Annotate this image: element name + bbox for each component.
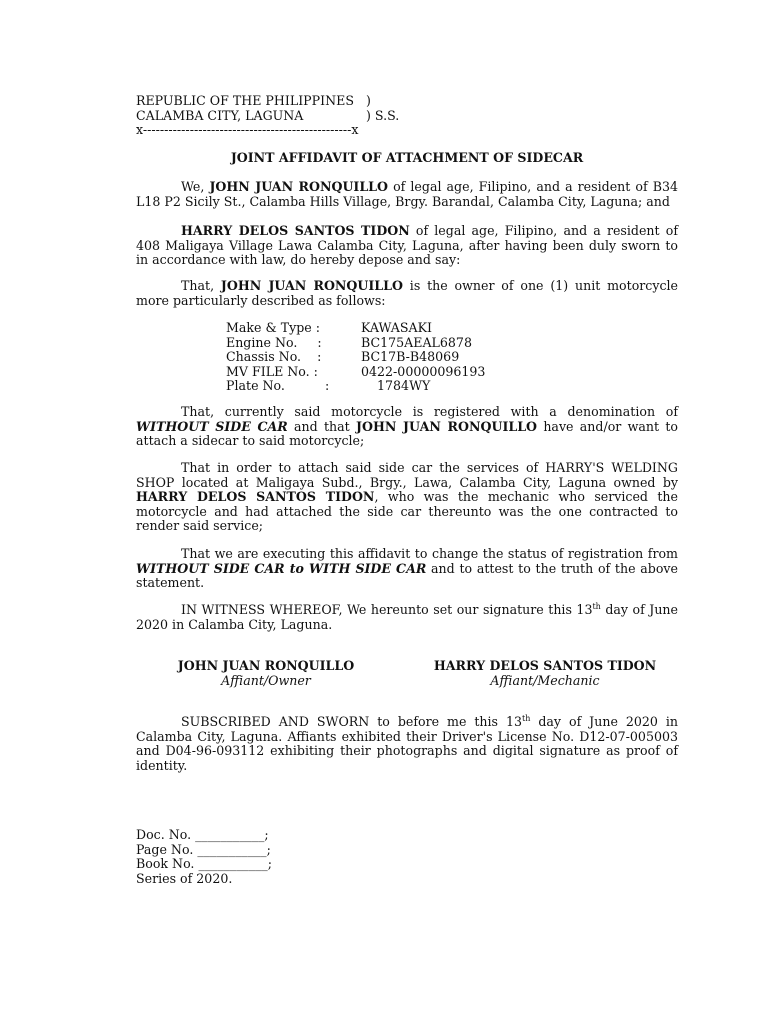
venue-divider: x-------------------------------------------------x (136, 122, 359, 138)
venue-city: CALAMBA CITY, LAGUNA (136, 107, 304, 123)
paragraph-affiants: We, JOHN JUAN RONQUILLO of legal age, Filipino, and a resident of B34 L18 P2 Sicily St., Calamba Hills Village, Brgy. Barandal, Calamba City, Laguna; and (136, 179, 678, 209)
paragraph-affiant-2: HARRY DELOS SANTOS TIDON of legal age, Filipino, and a resident of 408 Maligaya Village Lawa Calamba City, Laguna, after having been duly sworn to in accordance with law, do hereby depose and say: (136, 223, 678, 268)
signatory-name: JOHN JUAN RONQUILLO (177, 658, 355, 673)
document-title: JOINT AFFIDAVIT OF ATTACHMENT OF SIDECAR (230, 150, 584, 165)
paragraph-purpose: That we are executing this affidavit to change the status of registration from WITHOUT SIDE CAR to WITH SIDE CAR and to attest to the truth of the above statement. (136, 546, 678, 591)
affiant-name-1: JOHN JUAN RONQUILLO (209, 179, 389, 194)
page-number: Page No. ___________; (136, 841, 271, 857)
affiant-name-2: HARRY DELOS SANTOS TIDON (181, 223, 410, 238)
doc-number: Doc. No. ___________; (136, 827, 269, 842)
motorcycle-specs-table (226, 321, 485, 394)
spec-row: MV FILE No. : 0422-00000096193 (226, 363, 486, 379)
paragraph-ownership: That, JOHN JUAN RONQUILLO is the owner of one (1) unit motorcycle more particularly described as follows: (136, 278, 679, 308)
spec-row: Plate No. : 1784WY (226, 378, 431, 394)
signatory-role: Affiant/Owner (221, 672, 311, 688)
paragraph-witness: IN WITNESS WHEREOF, We hereunto set our signature this 13th day of June 2020 in Calamba City, Laguna. (136, 601, 678, 632)
spec-row: Make & Type : KAWASAKI (226, 320, 432, 335)
spec-row: Chassis No. : BC17B-B48069 (226, 349, 460, 365)
venue-republic: REPUBLIC OF THE PHILIPPINES ) (136, 93, 371, 108)
signature-block-owner (136, 659, 396, 688)
signature-block-mechanic (415, 659, 675, 688)
book-number: Book No. ___________; (136, 856, 272, 872)
paragraph-registration: That, currently said motorcycle is registered with a denomination of WITHOUT SIDE CAR and that JOHN JUAN RONQUILLO have and/or want to attach a sidecar to said motorcycle; (136, 404, 678, 449)
signatory-role: Affiant/Mechanic (490, 672, 600, 688)
paragraph-services: That in order to attach said side car the services of HARRY'S WELDING SHOP located at Maligaya Subd., Brgy., Lawa, Calamba City, Laguna owned by HARRY DELOS SANTOS TIDON, who was the mechanic who serviced the motorcycle and had attached the side car thereunto was the one contracted to render said service; (136, 460, 678, 534)
spec-row: Engine No. : BC175AEAL6878 (226, 334, 472, 350)
venue-ss: ) S.S. (366, 107, 400, 123)
paragraph-jurat: SUBSCRIBED AND SWORN to before me this 13th day of June 2020 in Calamba City, Laguna. Affiants exhibited their Driver's License No. D12-07-005003 and D04-96-093112 exhibiting their photographs and digital signature as proof of identity. (136, 713, 678, 773)
notarial-doc-info (136, 828, 678, 886)
venue-header (136, 94, 678, 138)
series-year: Series of 2020. (136, 870, 233, 886)
signatory-name: HARRY DELOS SANTOS TIDON (433, 658, 657, 673)
